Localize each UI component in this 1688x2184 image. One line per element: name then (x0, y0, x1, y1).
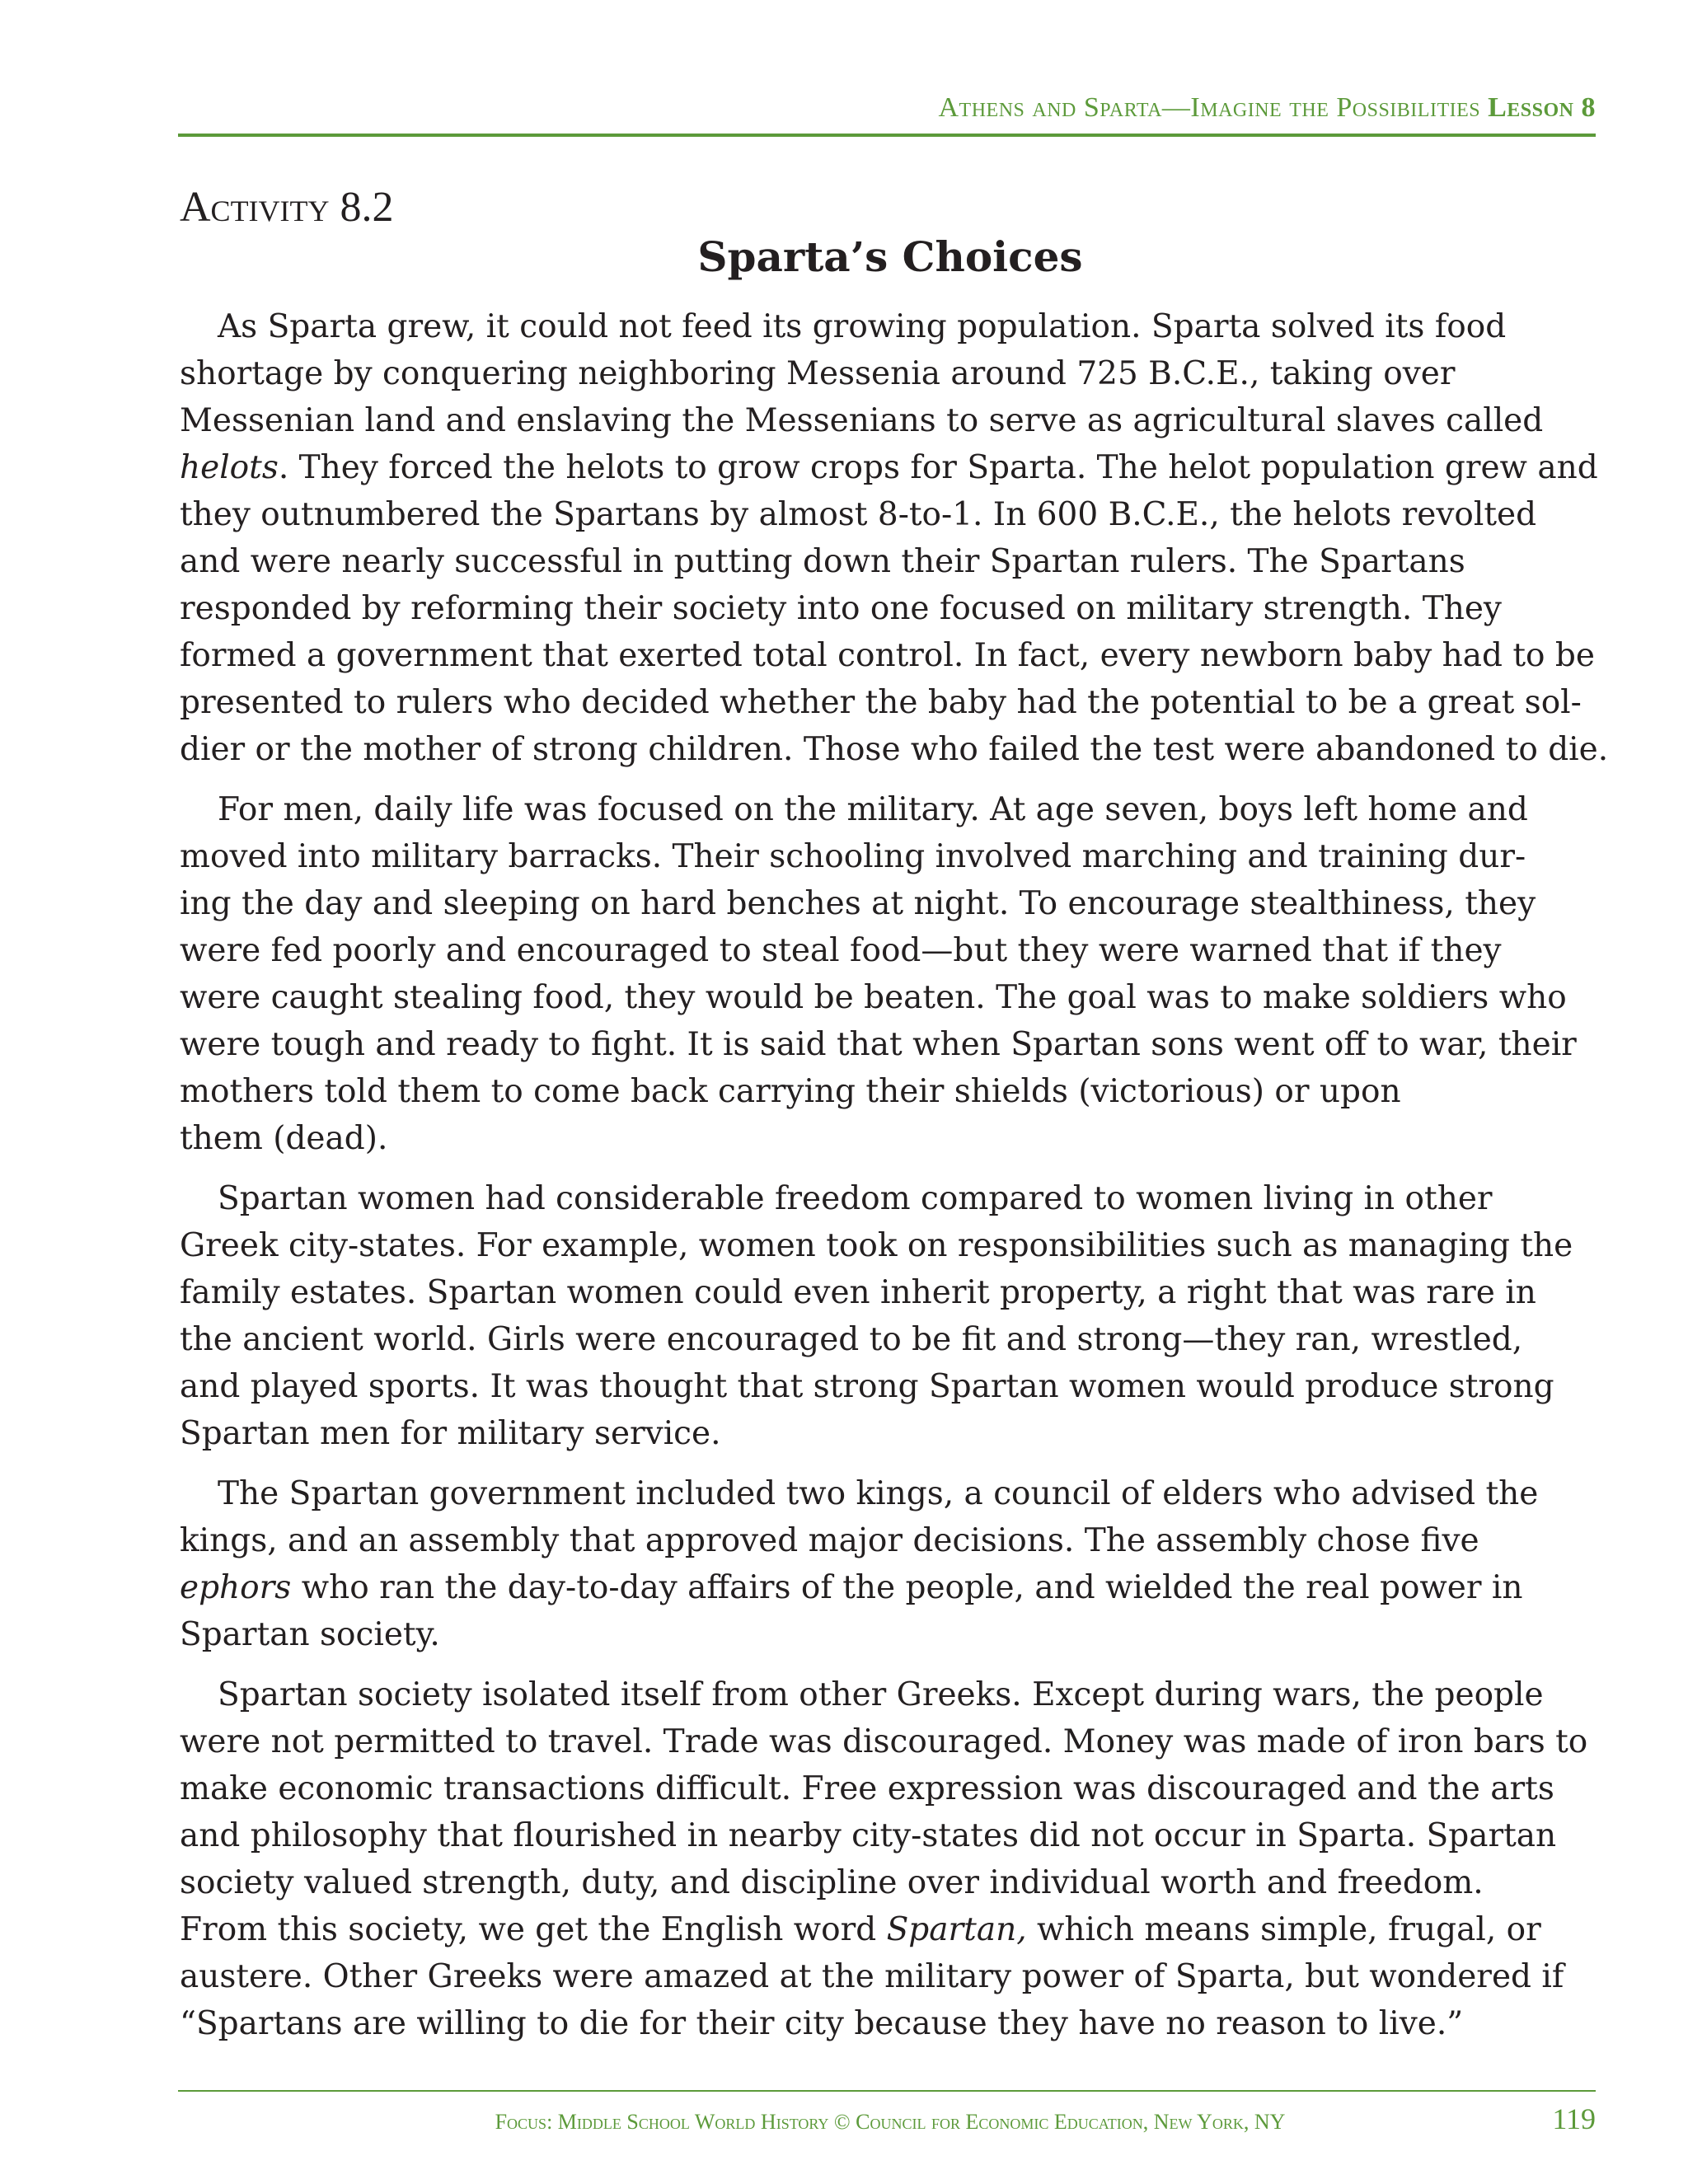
page-title: Sparta’s Choices (697, 232, 1083, 281)
text-line: Spartan men for military service. (180, 1415, 721, 1452)
text-line: were tough and ready to fight. It is said that when Spartan sons went off to war, their (180, 1026, 1577, 1063)
text-line: presented to rulers who decided whether the baby had the potential to be a great sol- (180, 684, 1582, 721)
text-line: the ancient world. Girls were encouraged to be fit and strong—they ran, wrestled, (180, 1321, 1523, 1358)
text-line: Spartan women had considerable freedom compared to women living in other (218, 1180, 1493, 1217)
text-line: and philosophy that flourished in nearby city-states did not occur in Sparta. Spartan (180, 1817, 1557, 1854)
text-line: “Spartans are willing to die for their city because they have no reason to live.” (180, 2005, 1464, 2042)
text-fragment: . They forced the helots to grow crops for Sparta. The helot population grew and (278, 449, 1598, 486)
header-rule (178, 134, 1596, 137)
paragraph-2 (180, 786, 1597, 1162)
text-fragment: which means simple, frugal, or (1026, 1911, 1541, 1948)
footer-credit: Focus: Middle School World History © Council for Economic Education, New York, NY (495, 2110, 1286, 2134)
text-line: ing the day and sleeping on hard benches at night. To encourage stealthiness, they (180, 885, 1536, 922)
article-body (180, 303, 1609, 2060)
text-line (180, 444, 1597, 491)
text-line: were fed poorly and encouraged to steal food—but they were warned that if they (180, 932, 1502, 969)
text-line: Spartan society. (180, 1616, 440, 1653)
paragraph-1 (180, 303, 1609, 773)
text-line: society valued strength, duty, and discipline over individual worth and freedom. (180, 1864, 1484, 1901)
text-line: family estates. Spartan women could even inherit property, a right that was rare in (180, 1274, 1536, 1311)
text-line: they outnumbered the Spartans by almost 8-to-1. In 600 B.C.E., the helots revolted (180, 496, 1537, 533)
text-line: them (dead). (180, 1120, 388, 1157)
text-fragment: who ran the day-to-day affairs of the people, and wielded the real power in (291, 1569, 1523, 1606)
text-fragment: From this society, we get the English word (180, 1911, 887, 1948)
text-line: kings, and an assembly that approved major decisions. The assembly chose five (180, 1522, 1479, 1559)
text-line: austere. Other Greeks were amazed at the military power of Sparta, but wondered if (180, 1958, 1564, 1995)
lesson-label: Lesson 8 (1488, 92, 1596, 123)
text-line: were caught stealing food, they would be beaten. The goal was to make soldiers who (180, 979, 1567, 1016)
paragraph-4 (180, 1470, 1597, 1658)
text-line: Greek city-states. For example, women took on responsibilities such as managing the (180, 1227, 1573, 1264)
text-line: The Spartan government included two kings, a council of elders who advised the (218, 1475, 1539, 1512)
text-line: For men, daily life was focused on the military. At age seven, boys left home and (218, 791, 1528, 828)
footer-rule (178, 2090, 1596, 2092)
paragraph-5 (180, 1671, 1597, 2047)
text-line: Spartan society isolated itself from other Greeks. Except during wars, the people (218, 1676, 1544, 1713)
text-line: make economic transactions difficult. Free expression was discouraged and the arts (180, 1770, 1554, 1807)
italic-term: ephors (180, 1569, 292, 1606)
text-line: responded by reforming their society into one focused on military strength. They (180, 590, 1502, 627)
text-line: mothers told them to come back carrying their shields (victorious) or upon (180, 1073, 1401, 1110)
page-number: 119 (1552, 2102, 1596, 2135)
text-line: shortage by conquering neighboring Messenia around 725 B.C.E., taking over (180, 355, 1456, 392)
running-header (939, 92, 1597, 124)
text-line: Messenian land and enslaving the Messenians to serve as agricultural slaves called (180, 402, 1544, 439)
running-title: Athens and Sparta—Imagine the Possibilities (938, 92, 1481, 123)
text-line (180, 1906, 1597, 1953)
text-line: As Sparta grew, it could not feed its growing population. Sparta solved its food (218, 308, 1507, 345)
text-line: and played sports. It was thought that strong Spartan women would produce strong (180, 1368, 1554, 1405)
italic-term: Spartan, (886, 1911, 1027, 1948)
text-line: formed a government that exerted total control. In fact, every newborn baby had to be (180, 637, 1595, 674)
text-line (180, 1564, 1597, 1611)
activity-label: Activity 8.2 (180, 184, 394, 231)
paragraph-3 (180, 1175, 1597, 1457)
italic-term: helots (180, 449, 279, 486)
text-line: and were nearly successful in putting down their Spartan rulers. The Spartans (180, 543, 1465, 580)
text-line: moved into military barracks. Their schooling involved marching and training dur- (180, 838, 1526, 875)
text-line: were not permitted to travel. Trade was discouraged. Money was made of iron bars to (180, 1723, 1588, 1760)
text-line: dier or the mother of strong children. Those who failed the test were abandoned to die. (180, 731, 1609, 768)
